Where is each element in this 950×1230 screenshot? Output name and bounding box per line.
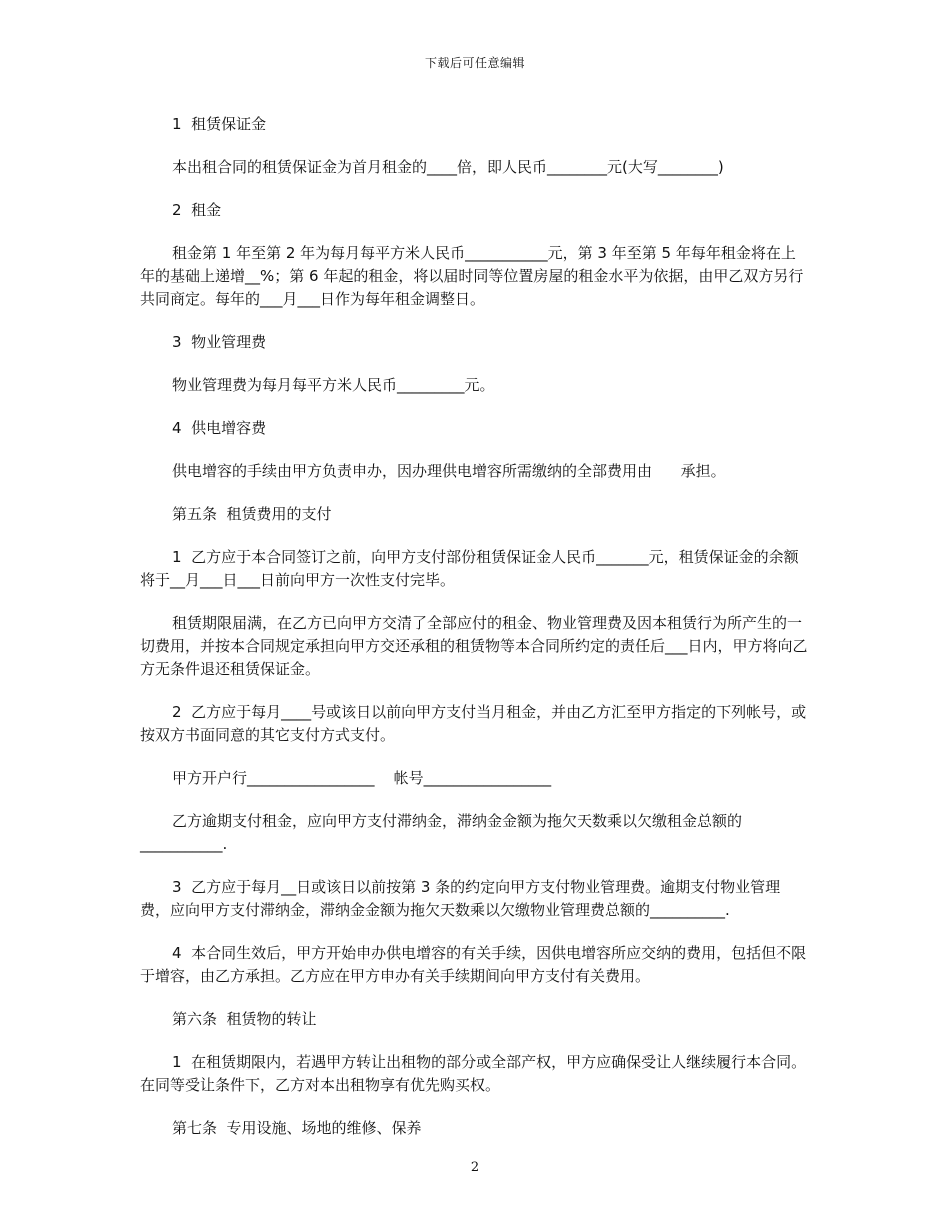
- paragraph-transfer-terms: 1 在租赁期限内，若遇甲方转让出租物的部分或全部产权，甲方应确保受让人继续履行本合同。在同等受让条件下，乙方对本出租物享有优先购买权。: [140, 1053, 807, 1094]
- paragraph-power-increase-cost: 4 本合同生效后，甲方开始申办供电增容的有关手续，因供电增容所应交纳的费用，包括但不限于增容，由乙方承担。乙方应在甲方申办有关手续期间向甲方支付有关费用。: [140, 944, 807, 985]
- paragraph-deposit-heading: 1 租赁保证金: [172, 115, 267, 133]
- document-body: [140, 113, 810, 1160]
- paragraph-rent-heading: 2 租金: [172, 201, 222, 219]
- paragraph-property-fee-heading: 3 物业管理费: [172, 333, 267, 351]
- page-header: 下载后可任意编辑: [424, 56, 525, 70]
- paragraph-rent-terms: 租金第 1 年至第 2 年为每月每平方米人民币___________元，第 3 年至第 5 年每年租金将在上年的基础上递增__%；第 6 年起的租金，将以届时同等位置房屋的租金水平为依据，由甲乙双方另行共同商定。每年的___月___日作为每年租金调整日。: [140, 244, 804, 308]
- paragraph-property-fee-payment: 3 乙方应于每月__日或该日以前按第 3 条的约定向甲方支付物业管理费。逾期支付物业管理费，应向甲方支付滞纳金，滞纳金金额为拖欠天数乘以欠缴物业管理费总额的__________.: [140, 878, 781, 919]
- paragraph-bank-account: 甲方开户行_________________ 帐号_________________: [172, 769, 552, 787]
- paragraph-deposit-payment: 1 乙方应于本合同签订之前，向甲方支付部份租赁保证金人民币_______元，租赁保证金的余额将于__月___日___日前向甲方一次性支付完毕。: [140, 548, 799, 589]
- article-7-heading: 第七条 专用设施、场地的维修、保养: [172, 1119, 422, 1137]
- article-5-heading: 第五条 租赁费用的支付: [172, 505, 332, 523]
- paragraph-deposit-refund: 租赁期限届满，在乙方已向甲方交清了全部应付的租金、物业管理费及因本租赁行为所产生的一切费用，并按本合同规定承担向甲方交还承租的租赁物等本合同所约定的责任后___日内，甲方将向乙方无条件退还租赁保证金。: [140, 614, 808, 678]
- paragraph-deposit-amount: 本出租合同的租赁保证金为首月租金的____倍，即人民币________元(大写________): [172, 158, 724, 176]
- article-6-heading: 第六条 租赁物的转让: [172, 1010, 317, 1028]
- paragraph-property-fee-terms: 物业管理费为每月每平方米人民币_________元。: [172, 376, 495, 394]
- paragraph-power-fee-heading: 4 供电增容费: [172, 419, 267, 437]
- paragraph-power-fee-terms: 供电增容的手续由甲方负责申办，因办理供电增容所需缴纳的全部费用由 承担。: [172, 462, 726, 480]
- paragraph-late-rent-fee: 乙方逾期支付租金，应向甲方支付滞纳金，滞纳金金额为拖欠天数乘以欠缴租金总额的___________.: [140, 812, 743, 853]
- page-number: 2: [470, 1160, 480, 1175]
- paragraph-monthly-rent-payment: 2 乙方应于每月____号或该日以前向甲方支付当月租金，并由乙方汇至甲方指定的下列帐号，或按双方书面同意的其它支付方式支付。: [140, 703, 807, 744]
